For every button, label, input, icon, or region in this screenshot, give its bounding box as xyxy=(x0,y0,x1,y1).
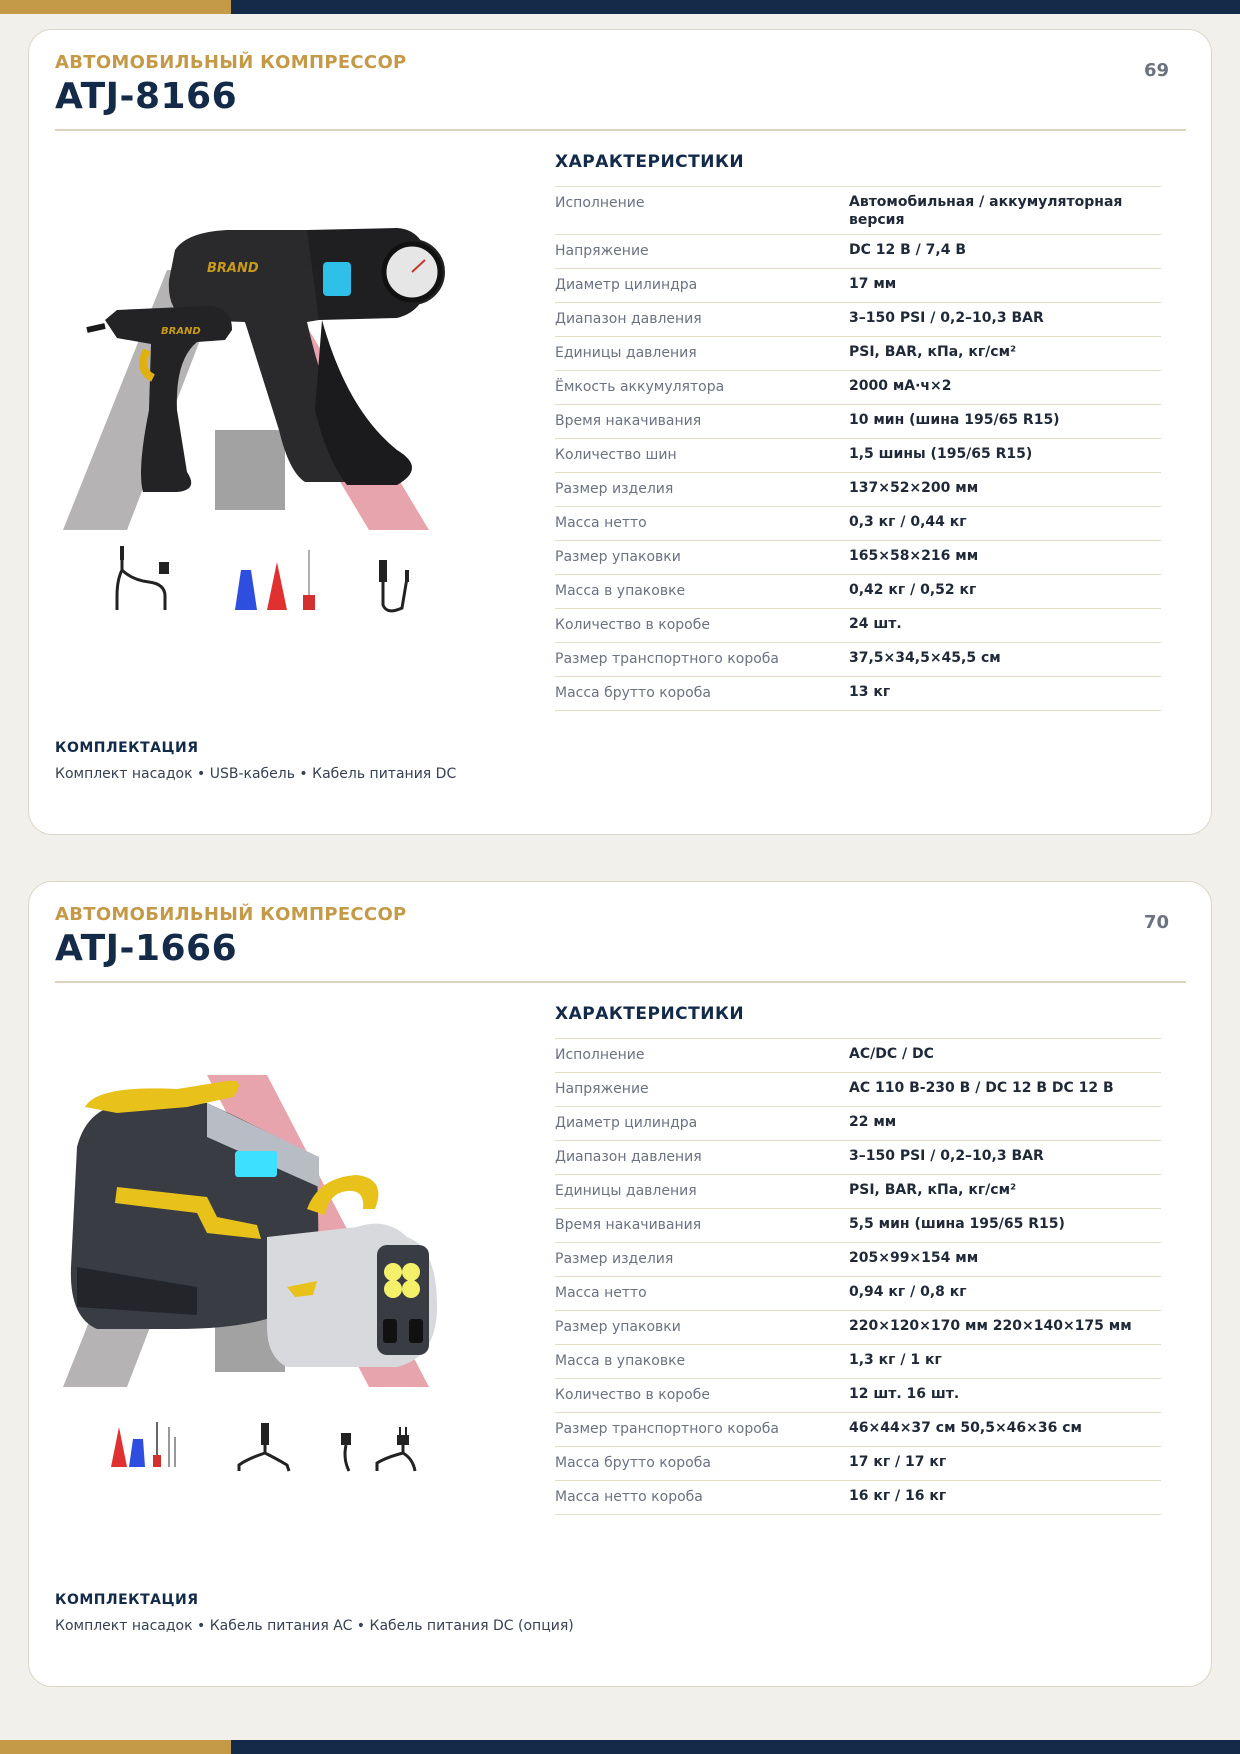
spec-label: Исполнение xyxy=(555,195,645,211)
spec-label: Ёмкость аккумулятора xyxy=(555,379,725,395)
spec-row xyxy=(555,541,1161,575)
spec-value: 0,94 кг / 0,8 кг xyxy=(849,1284,967,1300)
spec-row xyxy=(555,337,1161,371)
spec-value: PSI, BAR, кПа, кг/см² xyxy=(849,1182,1017,1198)
compressor-gun-illustration xyxy=(57,210,477,640)
spec-value: 22 мм xyxy=(849,1114,897,1130)
spec-row xyxy=(555,677,1161,711)
spec-row xyxy=(555,269,1161,303)
nozzle-set-icon xyxy=(235,550,315,610)
top-accent-stripe xyxy=(0,0,1240,14)
spec-label: Масса нетто xyxy=(555,515,647,531)
spec-label: Диапазон давления xyxy=(555,1149,702,1165)
spec-value: 37,5×34,5×45,5 см xyxy=(849,650,1001,666)
product-image xyxy=(57,210,477,640)
spec-row xyxy=(555,405,1161,439)
nozzle-set-icon xyxy=(111,1422,175,1467)
spec-row xyxy=(555,1481,1161,1515)
spec-row xyxy=(555,1447,1161,1481)
page-number: 70 xyxy=(1143,912,1169,933)
spec-value: 10 мин (шина 195/65 R15) xyxy=(849,412,1060,428)
spec-row xyxy=(555,609,1161,643)
spec-value: 0,3 кг / 0,44 кг xyxy=(849,514,967,530)
product-model: ATJ-8166 xyxy=(55,76,238,117)
spec-row xyxy=(555,439,1161,473)
car-charger-icon xyxy=(239,1423,289,1471)
spec-label: Размер упаковки xyxy=(555,1319,681,1335)
stripe-navy-segment xyxy=(231,1740,1240,1754)
spec-label: Единицы давления xyxy=(555,345,697,361)
spec-label: Время накачивания xyxy=(555,413,702,429)
spec-value: 17 мм xyxy=(849,276,897,292)
specs-table xyxy=(555,1038,1161,1515)
spec-row xyxy=(555,1277,1161,1311)
spec-row xyxy=(555,1141,1161,1175)
kit-contents: Комплект насадок • Кабель питания AC • Кабель питания DC (опция) xyxy=(55,1618,574,1634)
spec-label: Напряжение xyxy=(555,243,649,259)
spec-label: Количество шин xyxy=(555,447,677,463)
spec-value: AC 110 В-230 В / DC 12 В DC 12 В xyxy=(849,1080,1114,1096)
usb-cable-icon xyxy=(117,546,169,610)
stripe-gold-segment xyxy=(0,1740,231,1754)
spec-row xyxy=(555,1175,1161,1209)
spec-value: 220×120×170 мм 220×140×175 мм xyxy=(849,1318,1132,1334)
bottom-accent-stripe xyxy=(0,1740,1240,1754)
spec-label: Напряжение xyxy=(555,1081,649,1097)
spec-value: 5,5 мин (шина 195/65 R15) xyxy=(849,1216,1065,1232)
spec-value: 2000 мА·ч×2 xyxy=(849,378,952,394)
product-model: ATJ-1666 xyxy=(55,928,238,969)
spec-label: Время накачивания xyxy=(555,1217,702,1233)
spec-label: Размер изделия xyxy=(555,1251,674,1267)
spec-label: Исполнение xyxy=(555,1047,645,1063)
spec-row xyxy=(555,187,1161,235)
spec-row xyxy=(555,371,1161,405)
product-category: АВТОМОБИЛЬНЫЙ КОМПРЕССОР xyxy=(55,904,407,925)
spec-value: 17 кг / 17 кг xyxy=(849,1454,947,1470)
spec-label: Масса в упаковке xyxy=(555,583,686,599)
spec-value: 3–150 PSI / 0,2–10,3 BAR xyxy=(849,310,1044,326)
specs-table xyxy=(555,186,1161,711)
spec-value: 46×44×37 см 50,5×46×36 см xyxy=(849,1420,1082,1436)
spec-value: 165×58×216 мм xyxy=(849,548,979,564)
spec-label: Диаметр цилиндра xyxy=(555,1115,698,1131)
spec-label: Масса нетто короба xyxy=(555,1489,703,1505)
product-card-atj-1666 xyxy=(28,881,1212,1687)
spec-value: 13 кг xyxy=(849,684,891,700)
spec-value: 205×99×154 мм xyxy=(849,1250,979,1266)
spec-row xyxy=(555,575,1161,609)
spec-row xyxy=(555,473,1161,507)
header-divider xyxy=(55,129,1186,131)
spec-label: Количество в коробе xyxy=(555,617,710,633)
kit-title: КОМПЛЕКТАЦИЯ xyxy=(55,740,199,756)
product-card-atj-8166 xyxy=(28,29,1212,835)
gun-display xyxy=(323,262,351,296)
kit-title: КОМПЛЕКТАЦИЯ xyxy=(55,1592,199,1608)
spec-label: Размер упаковки xyxy=(555,549,681,565)
brand-text-large: BRAND xyxy=(207,261,259,276)
spec-row xyxy=(555,1107,1161,1141)
spec-value: AC/DC / DC xyxy=(849,1046,934,1062)
spec-value: 3–150 PSI / 0,2–10,3 BAR xyxy=(849,1148,1044,1164)
specs-title: ХАРАКТЕРИСТИКИ xyxy=(555,1004,745,1024)
spec-value: 1,3 кг / 1 кг xyxy=(849,1352,942,1368)
spec-value: PSI, BAR, кПа, кг/см² xyxy=(849,344,1017,360)
large-compressor-display xyxy=(235,1151,277,1177)
page-number: 69 xyxy=(1143,60,1169,81)
spec-value: 137×52×200 мм xyxy=(849,480,979,496)
small-gun-cord xyxy=(87,326,105,330)
spec-row xyxy=(555,1209,1161,1243)
kit-contents: Комплект насадок • USB-кабель • Кабель питания DC xyxy=(55,766,457,782)
spec-label: Масса брутто короба xyxy=(555,1455,711,1471)
spec-label: Масса брутто короба xyxy=(555,685,711,701)
spec-label: Диапазон давления xyxy=(555,311,702,327)
spec-row xyxy=(555,507,1161,541)
led-light xyxy=(384,1263,402,1281)
spec-label: Диаметр цилиндра xyxy=(555,277,698,293)
header-divider xyxy=(55,981,1186,983)
spec-row xyxy=(555,235,1161,269)
stripe-navy-segment xyxy=(231,0,1240,14)
spec-row xyxy=(555,643,1161,677)
spec-label: Размер изделия xyxy=(555,481,674,497)
spec-row xyxy=(555,1345,1161,1379)
spec-label: Масса в упаковке xyxy=(555,1353,686,1369)
spec-value: Автомобильная / аккумуляторная версия xyxy=(849,194,1123,228)
spec-row xyxy=(555,1379,1161,1413)
spec-value: DC 12 В / 7,4 В xyxy=(849,242,967,258)
spec-row xyxy=(555,1311,1161,1345)
spec-label: Количество в коробе xyxy=(555,1387,710,1403)
spec-label: Размер транспортного короба xyxy=(555,651,779,667)
specs-title: ХАРАКТЕРИСТИКИ xyxy=(555,152,745,172)
spec-value: 16 кг / 16 кг xyxy=(849,1488,947,1504)
car-charger-icon xyxy=(379,560,409,611)
spec-value: 12 шт. 16 шт. xyxy=(849,1386,960,1402)
spec-row xyxy=(555,1243,1161,1277)
product-category: АВТОМОБИЛЬНЫЙ КОМПРЕССОР xyxy=(55,52,407,73)
logo-a-block xyxy=(215,430,285,510)
spec-value: 0,42 кг / 0,52 кг xyxy=(849,582,977,598)
product-image xyxy=(57,1067,477,1497)
spec-label: Размер транспортного короба xyxy=(555,1421,779,1437)
brand-text-small: BRAND xyxy=(161,326,201,337)
stripe-gold-segment xyxy=(0,0,231,14)
compressor-box-illustration xyxy=(57,1067,477,1497)
spec-row xyxy=(555,303,1161,337)
spec-row xyxy=(555,1073,1161,1107)
spec-value: 1,5 шины (195/65 R15) xyxy=(849,446,1033,462)
spec-label: Единицы давления xyxy=(555,1183,697,1199)
spec-value: 24 шт. xyxy=(849,616,902,632)
spec-row xyxy=(555,1039,1161,1073)
spec-label: Масса нетто xyxy=(555,1285,647,1301)
spec-row xyxy=(555,1413,1161,1447)
ac-power-cable-icon xyxy=(341,1427,415,1471)
